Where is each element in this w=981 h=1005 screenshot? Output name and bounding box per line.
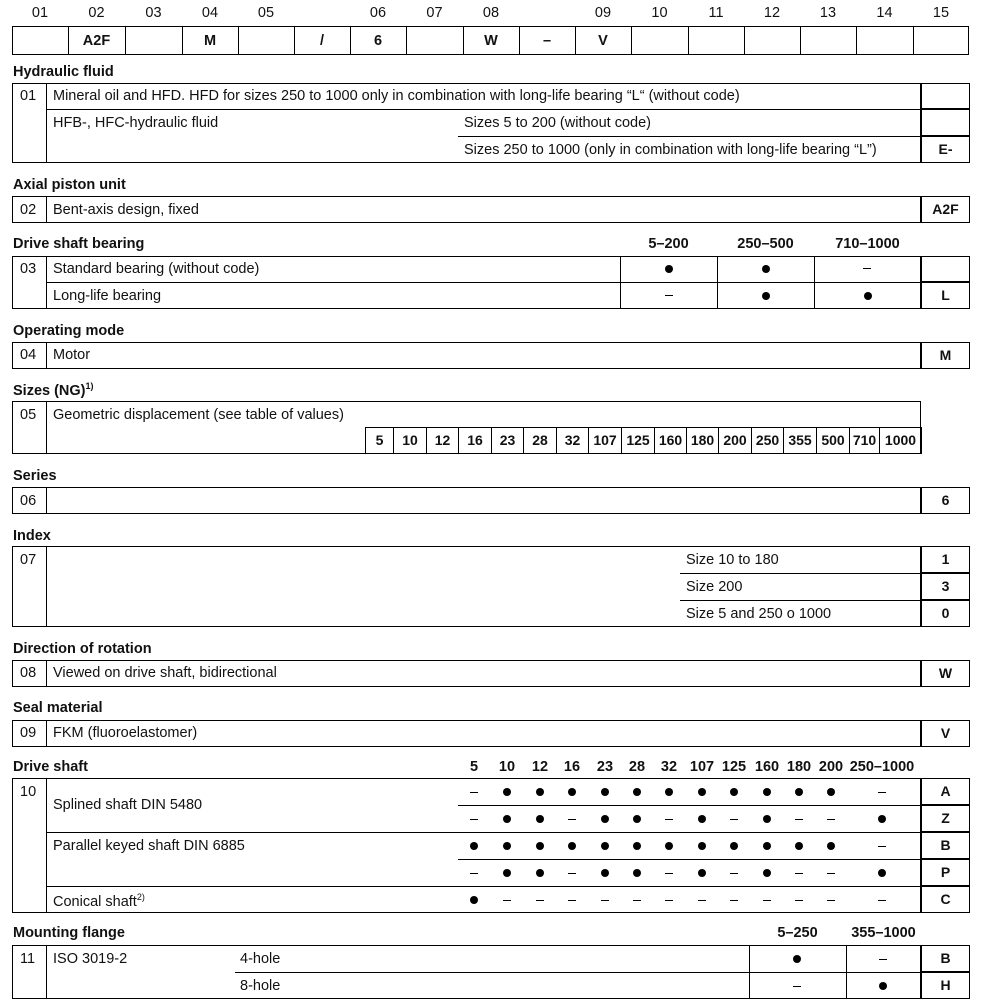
available-dot <box>730 788 738 796</box>
index-size-5-250-1000: Size 5 and 250 o 1000 <box>686 606 832 622</box>
section-title-mounting-flange: Mounting flange <box>13 925 125 941</box>
code-divider <box>406 26 407 55</box>
code-box-e: E- <box>921 136 970 163</box>
code-box-6: 6 <box>921 487 970 514</box>
size-value: 12 <box>426 427 459 454</box>
not-available-dash <box>730 900 738 901</box>
available-dot <box>568 788 576 796</box>
drive-shaft-col-header: 16 <box>563 759 581 775</box>
position-number: 08 <box>482 5 500 21</box>
8-hole-text: 8-hole <box>240 978 281 994</box>
code-box-w: W <box>921 660 970 687</box>
code-cell: 6 <box>373 33 383 49</box>
not-available-dash <box>795 873 803 874</box>
section-title-drive-shaft-bearing: Drive shaft bearing <box>13 236 145 252</box>
not-available-dash <box>827 900 835 901</box>
available-dot <box>568 842 576 850</box>
available-dot <box>827 788 835 796</box>
position-number: 13 <box>819 5 837 21</box>
section-title-direction-of-rotation: Direction of rotation <box>13 641 152 657</box>
section-title-index: Index <box>13 528 51 544</box>
fkm-text: FKM (fluoroelastomer) <box>53 725 198 741</box>
section-title-seal-material: Seal material <box>13 700 103 716</box>
not-available-dash <box>470 873 478 874</box>
code-box-b: B <box>921 945 970 972</box>
available-dot <box>878 815 886 823</box>
code-box-empty <box>921 256 970 282</box>
available-dot <box>698 842 706 850</box>
size-value: 10 <box>393 427 427 454</box>
drive-shaft-code-box: Z <box>921 805 970 832</box>
col-header: 710–1000 <box>835 236 900 252</box>
position-number: 09 <box>594 5 612 21</box>
available-dot <box>665 842 673 850</box>
drive-shaft-col-header: 28 <box>628 759 646 775</box>
code-divider <box>688 26 689 55</box>
code-divider <box>744 26 745 55</box>
position-number: 11 <box>708 5 724 21</box>
code-divider <box>125 26 126 55</box>
code-cell: M <box>203 33 217 49</box>
position-number: 05 <box>257 5 275 21</box>
code-box-empty <box>921 83 970 109</box>
col-header: 355–1000 <box>851 925 916 941</box>
index-size-10-180: Size 10 to 180 <box>686 552 779 568</box>
size-value: 28 <box>523 427 557 454</box>
not-available-dash <box>795 900 803 901</box>
not-available-dash <box>763 900 771 901</box>
size-value: 23 <box>491 427 524 454</box>
section-title-drive-shaft: Drive shaft <box>13 759 88 775</box>
size-value: 16 <box>458 427 492 454</box>
not-available-dash <box>730 819 738 820</box>
available-dot <box>762 292 770 300</box>
drive-shaft-col-header: 180 <box>786 759 812 775</box>
not-available-dash <box>878 846 886 847</box>
available-dot <box>698 815 706 823</box>
not-available-dash <box>568 900 576 901</box>
code-cell: / <box>319 33 325 49</box>
code-box-0: 0 <box>921 600 970 627</box>
drive-shaft-col-header: 250–1000 <box>849 759 915 775</box>
code-cell: A2F <box>82 33 111 49</box>
parallel-keyed-shaft-text: Parallel keyed shaft DIN 6885 <box>53 838 245 854</box>
row-number: 09 <box>20 725 37 741</box>
not-available-dash <box>863 268 871 269</box>
code-box-v: V <box>921 720 970 747</box>
available-dot <box>536 815 544 823</box>
col-header: 5–250 <box>777 925 818 941</box>
code-cell: – <box>542 33 552 49</box>
bidirectional-text: Viewed on drive shaft, bidirectional <box>53 665 277 681</box>
position-number: 03 <box>145 5 162 21</box>
drive-shaft-col-header: 23 <box>596 759 614 775</box>
size-value: 180 <box>686 427 719 454</box>
not-available-dash <box>827 819 835 820</box>
drive-shaft-code-box: C <box>921 886 970 913</box>
size-value: 500 <box>816 427 850 454</box>
size-value: 5 <box>365 427 394 454</box>
position-number: 07 <box>426 5 443 21</box>
code-box-m: M <box>921 342 970 369</box>
available-dot <box>601 815 609 823</box>
drive-shaft-col-header: 5 <box>469 759 479 775</box>
available-dot <box>878 869 886 877</box>
drive-shaft-code-box: P <box>921 859 970 886</box>
position-number: 12 <box>763 5 781 21</box>
row-number: 08 <box>20 665 37 681</box>
series-table <box>12 487 921 514</box>
4-hole-text: 4-hole <box>240 951 281 967</box>
code-divider <box>800 26 801 55</box>
row-number: 10 <box>20 784 37 800</box>
not-available-dash <box>793 986 801 987</box>
index-size-200: Size 200 <box>686 579 743 595</box>
position-number: 04 <box>201 5 219 21</box>
row-number: 03 <box>20 261 37 277</box>
section-title-operating-mode: Operating mode <box>13 323 125 339</box>
sizes-5-200-text: Sizes 5 to 200 (without code) <box>464 115 651 131</box>
not-available-dash <box>601 900 609 901</box>
position-number: 10 <box>651 5 668 21</box>
not-available-dash <box>633 900 641 901</box>
drive-shaft-col-header: 200 <box>818 759 844 775</box>
drive-shaft-col-header: 125 <box>721 759 747 775</box>
available-dot <box>730 842 738 850</box>
available-dot <box>795 842 803 850</box>
code-box-h: H <box>921 972 970 999</box>
not-available-dash <box>730 873 738 874</box>
not-available-dash <box>698 900 706 901</box>
available-dot <box>503 869 511 877</box>
section-title-axial-piston-unit: Axial piston unit <box>13 177 126 193</box>
available-dot <box>763 788 771 796</box>
size-value: 1000 <box>879 427 922 454</box>
not-available-dash <box>568 819 576 820</box>
size-value: 200 <box>718 427 752 454</box>
available-dot <box>665 788 673 796</box>
standard-bearing-text: Standard bearing (without code) <box>53 261 260 277</box>
not-available-dash <box>568 873 576 874</box>
position-number: 15 <box>932 5 950 21</box>
not-available-dash <box>536 900 544 901</box>
not-available-dash <box>665 295 673 296</box>
available-dot <box>503 788 511 796</box>
row-number: 01 <box>20 88 37 104</box>
available-dot <box>795 788 803 796</box>
row-number: 11 <box>20 951 36 967</box>
row-number: 07 <box>20 552 37 568</box>
code-box-empty <box>921 109 970 136</box>
code-divider <box>913 26 914 55</box>
available-dot <box>633 788 641 796</box>
drive-shaft-code-box: A <box>921 778 970 805</box>
available-dot <box>470 842 478 850</box>
code-divider <box>856 26 857 55</box>
code-box-1: 1 <box>921 546 970 573</box>
row-number: 06 <box>20 493 37 509</box>
position-number: 14 <box>876 5 893 21</box>
section-title-hydraulic-fluid: Hydraulic fluid <box>13 64 114 80</box>
available-dot <box>633 869 641 877</box>
available-dot <box>665 265 673 273</box>
code-box-l: L <box>921 282 970 309</box>
available-dot <box>601 869 609 877</box>
not-available-dash <box>827 873 835 874</box>
position-number: 06 <box>369 5 387 21</box>
not-available-dash <box>665 873 673 874</box>
drive-shaft-code-box: B <box>921 832 970 859</box>
available-dot <box>763 869 771 877</box>
not-available-dash <box>879 959 887 960</box>
drive-shaft-col-header: 10 <box>498 759 516 775</box>
not-available-dash <box>665 900 673 901</box>
available-dot <box>864 292 872 300</box>
hfb-hfc-text: HFB-, HFC-hydraulic fluid <box>53 115 219 131</box>
drive-shaft-col-header: 160 <box>754 759 780 775</box>
available-dot <box>601 788 609 796</box>
drive-shaft-col-header: 107 <box>689 759 715 775</box>
available-dot <box>601 842 609 850</box>
available-dot <box>536 869 544 877</box>
row-number: 05 <box>20 407 37 423</box>
available-dot <box>536 788 544 796</box>
drive-shaft-col-header: 12 <box>531 759 549 775</box>
size-value: 160 <box>654 427 687 454</box>
bent-axis-text: Bent-axis design, fixed <box>53 202 199 218</box>
operating-mode-table <box>12 342 921 369</box>
available-dot <box>503 815 511 823</box>
motor-text: Motor <box>53 347 91 363</box>
not-available-dash <box>470 792 478 793</box>
size-value: 355 <box>783 427 817 454</box>
available-dot <box>503 842 511 850</box>
size-value: 32 <box>556 427 589 454</box>
mineral-oil-text: Mineral oil and HFD. HFD for sizes 250 to 1000 only in combination with long-life bearing “L“ (without code) <box>53 88 740 104</box>
code-divider <box>238 26 239 55</box>
col-header: 5–200 <box>648 236 689 252</box>
sizes-250-1000-text: Sizes 250 to 1000 (only in combination with long-life bearing “L”) <box>464 142 877 158</box>
iso-3019-text: ISO 3019-2 <box>53 951 128 967</box>
available-dot <box>698 869 706 877</box>
available-dot <box>793 955 801 963</box>
available-dot <box>763 815 771 823</box>
available-dot <box>470 896 478 904</box>
position-number: 02 <box>88 5 105 21</box>
conical-shaft-text: Conical shaft$^{2)}$ <box>53 892 145 910</box>
size-value: 710 <box>849 427 880 454</box>
not-available-dash <box>795 819 803 820</box>
size-value: 125 <box>621 427 655 454</box>
code-cell: W <box>484 33 498 49</box>
not-available-dash <box>470 819 478 820</box>
size-value: 107 <box>588 427 622 454</box>
drive-shaft-col-header: 32 <box>660 759 678 775</box>
available-dot <box>633 842 641 850</box>
row-number: 04 <box>20 347 37 363</box>
available-dot <box>827 842 835 850</box>
geometric-displacement-text: Geometric displacement (see table of values) <box>53 407 344 423</box>
available-dot <box>633 815 641 823</box>
not-available-dash <box>665 819 673 820</box>
code-cell: V <box>598 33 608 49</box>
code-divider <box>631 26 632 55</box>
section-title-sizes: Sizes (NG)$^{1)}$ <box>13 381 94 399</box>
code-box-a2f: A2F <box>921 196 970 223</box>
not-available-dash <box>878 900 886 901</box>
size-value: 250 <box>751 427 784 454</box>
section-title-series: Series <box>13 468 57 484</box>
available-dot <box>879 982 887 990</box>
code-box-3: 3 <box>921 573 970 600</box>
splined-shaft-text: Splined shaft DIN 5480 <box>53 797 203 813</box>
available-dot <box>763 842 771 850</box>
long-life-bearing-text: Long-life bearing <box>53 288 162 304</box>
available-dot <box>698 788 706 796</box>
available-dot <box>536 842 544 850</box>
available-dot <box>762 265 770 273</box>
not-available-dash <box>878 792 886 793</box>
not-available-dash <box>503 900 511 901</box>
row-number: 02 <box>20 202 37 218</box>
position-number: 01 <box>31 5 49 21</box>
col-header: 250–500 <box>737 236 794 252</box>
